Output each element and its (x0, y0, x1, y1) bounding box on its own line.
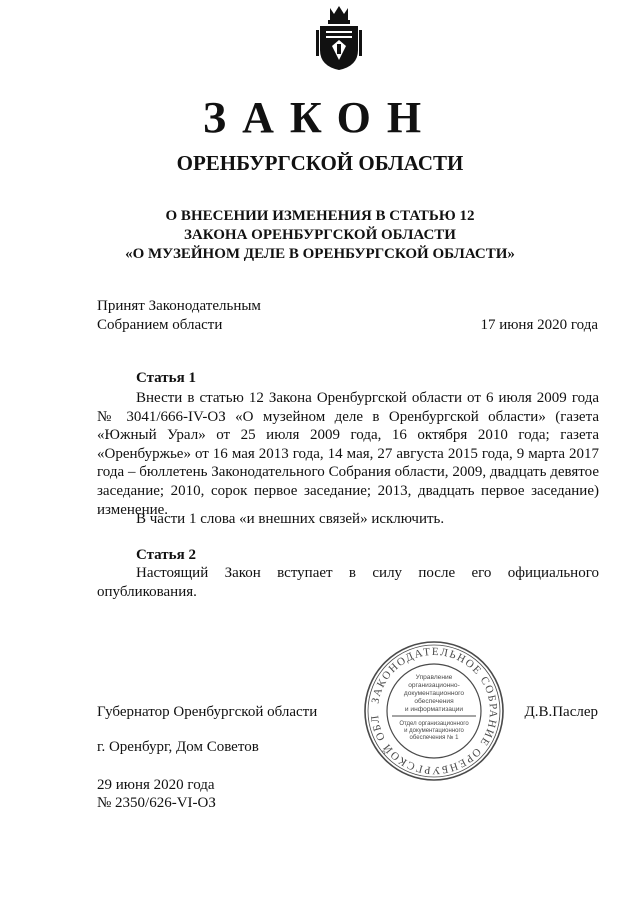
signing-date: 29 июня 2020 года (97, 777, 215, 793)
article-heading: Статья 2 (136, 547, 196, 563)
subject-line: ЗАКОНА ОРЕНБУРГСКОЙ ОБЛАСТИ (184, 227, 456, 243)
law-number: № 2350/626-VI-ОЗ (97, 795, 216, 811)
subject-line: О ВНЕСЕНИИ ИЗМЕНЕНИЯ В СТАТЬЮ 12 (165, 208, 475, 224)
seal-line: обеспечения № 1 (409, 735, 459, 741)
adoption-date: 17 июня 2020 года (480, 317, 598, 333)
seal-line: обеспечения (414, 698, 454, 705)
seal-line: и информатизации (404, 706, 464, 713)
article-paragraph: В части 1 слова «и внешних связей» исключить. (136, 511, 445, 527)
signatory-title: Губернатор Оренбургской области (97, 704, 318, 720)
article-heading: Статья 1 (136, 370, 196, 386)
seal-line: Управление (415, 674, 453, 681)
seal-line: и документационного (404, 728, 464, 734)
law-subject (0, 207, 640, 264)
signatory-name: Д.В.Паслер (524, 704, 598, 720)
seal-ring-text: ЗАКОНОДАТЕЛЬНОЕ СОБРАНИЕ ОРЕНБУРГСКОЙ ОБЛ (368, 645, 500, 777)
adoption-block (97, 297, 261, 335)
seal-line: Отдел организационного (399, 721, 469, 727)
adoption-line: Собранием области (97, 317, 223, 333)
seal-line: организационно- (408, 682, 460, 689)
seal-line: документационного (403, 690, 465, 697)
article-paragraph: Внести в статью 12 Закона Оренбургской области от 6 июля 2009 года № 3041/666-IV-ОЗ «О музейном деле в Оренбургской области» (газета «Южный Урал» от 25 июля 2009 года, 16 октября 2010 года; газета «Оренбуржье» от 16 мая 2013 года, 14 мая, 27 августа 2015 года, 9 марта 2017 года – бюллетень Законодательного Собрания области, 2009, двадцать девятое заседание; 2010, сорок первое заседание; 2013, двадцать первое заседание) изменение. (97, 390, 599, 518)
subject-line: «О МУЗЕЙНОМ ДЕЛЕ В ОРЕНБУРГСКОЙ ОБЛАСТИ» (125, 246, 515, 262)
coat-of-arms-icon (316, 4, 362, 72)
official-seal-icon (362, 639, 506, 783)
region-title: ОРЕНБУРГСКОЙ ОБЛАСТИ (176, 151, 464, 175)
law-title: ЗАКОН (202, 93, 438, 142)
adoption-line: Принят Законодательным (97, 298, 261, 314)
signing-place: г. Оренбург, Дом Советов (97, 739, 259, 755)
article-paragraph: Настоящий Закон вступает в силу после его официального опубликования. (97, 565, 599, 600)
